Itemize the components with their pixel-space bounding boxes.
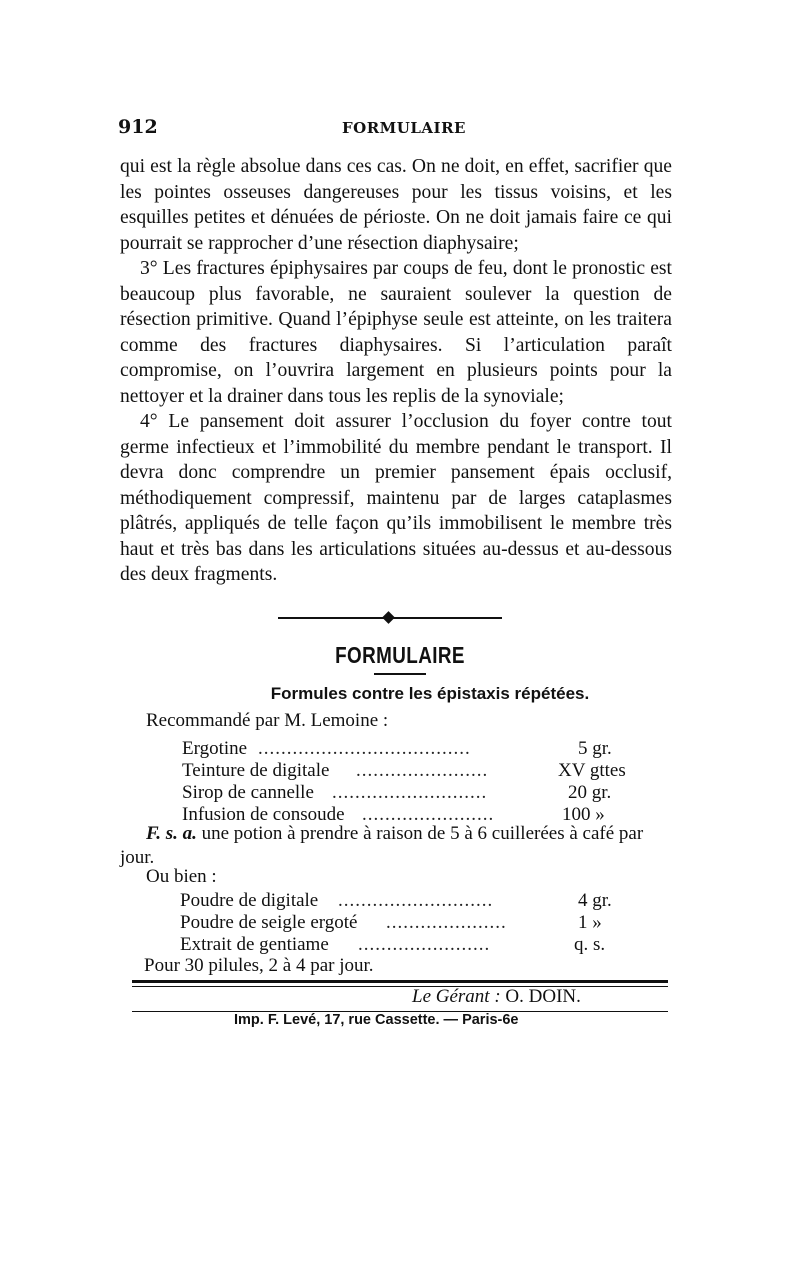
manager-signature bbox=[412, 986, 581, 1008]
preparation-instruction bbox=[120, 822, 680, 870]
dot-leader: ..................................... bbox=[258, 738, 471, 759]
diamond-icon bbox=[382, 611, 395, 624]
running-header bbox=[118, 116, 678, 140]
recommended-by: Recommandé par M. Lemoine : bbox=[146, 710, 389, 731]
ingredient-name: Poudre de digitale bbox=[180, 890, 319, 911]
ingredient-line bbox=[182, 738, 642, 760]
dot-leader: ..................... bbox=[386, 912, 507, 933]
printer-imprint: Imp. F. Levé, 17, rue Cassette. — Paris-6e bbox=[234, 1012, 519, 1028]
ingredient-name: Poudre de seigle ergoté bbox=[180, 912, 358, 933]
dot-leader: ....................... bbox=[358, 934, 491, 955]
body-text bbox=[120, 154, 672, 588]
ingredient-line bbox=[180, 912, 640, 934]
ingredient-name: Extrait de gentiame bbox=[180, 934, 329, 955]
ingredient-quantity: 5 gr. bbox=[578, 738, 612, 759]
running-title: FORMULAIRE bbox=[342, 119, 466, 137]
ingredient-quantity: 1 » bbox=[578, 912, 602, 933]
ingredient-name: Infusion de consoude bbox=[182, 804, 345, 825]
manager-label: Le Gérant : bbox=[412, 986, 501, 1007]
manager-name: O. DOIN. bbox=[505, 986, 581, 1007]
section-title: FORMULAIRE bbox=[335, 642, 465, 668]
footer-rule-thin bbox=[132, 986, 668, 987]
ingredient-quantity: 4 gr. bbox=[578, 890, 612, 911]
ingredient-line bbox=[180, 890, 640, 912]
dot-leader: ........................... bbox=[338, 890, 494, 911]
ingredient-name: Ergotine bbox=[182, 738, 248, 759]
ingredient-line bbox=[182, 760, 642, 782]
title-underline bbox=[374, 673, 426, 675]
dot-leader: ....................... bbox=[356, 760, 489, 781]
ingredient-quantity: 100 » bbox=[562, 804, 605, 825]
page-number: 912 bbox=[118, 116, 158, 138]
dot-leader: ....................... bbox=[362, 804, 495, 825]
instruction-text: une potion à prendre à raison de 5 à 6 cuillerées à café par jour. bbox=[120, 823, 644, 868]
ingredient-line bbox=[182, 782, 642, 804]
paragraph-2: 3° Les fractures épiphysaires par coups de feu, dont le pronostic est beaucoup plus favorable, ne sauraient soulever la question de résection primitive. Quand l’épiphyse seule est atteinte, on les traitera comme des fractures diaphysaires. Si l’articulation paraît compromise, on l’ouvrira largement en plusieurs points pour la nettoyer et la drainer dans tous les replis de la synoviale; bbox=[120, 258, 672, 407]
pills-note: Pour 30 pilules, 2 à 4 par jour. bbox=[144, 955, 374, 976]
footer-rule-thick bbox=[132, 980, 668, 983]
ingredient-quantity: XV gttes bbox=[558, 760, 626, 781]
paragraph-1: qui est la règle absolue dans ces cas. On ne doit, en effet, sacrifier que les pointes osseuses dangereuses pour les tissus voisins, et les esquilles petites et dénuées de périoste. On ne doit jamais faire ce qui pourrait se rapprocher d’une résection diaphysaire; bbox=[120, 156, 672, 254]
section-ornament bbox=[278, 611, 502, 625]
dot-leader: ........................... bbox=[332, 782, 488, 803]
ingredient-quantity: q. s. bbox=[574, 934, 606, 955]
ingredient-name: Teinture de digitale bbox=[182, 760, 330, 781]
ingredient-quantity: 20 gr. bbox=[568, 782, 612, 803]
ingredient-name: Sirop de cannelle bbox=[182, 782, 314, 803]
formula-heading: Formules contre les épistaxis répétées. bbox=[270, 684, 590, 703]
ingredient-line bbox=[180, 934, 640, 956]
paragraph-3: 4° Le pansement doit assurer l’occlusion du foyer contre tout germe infectieux et l’immobilité du membre pendant le transport. Il devra donc comprendre un premier pansement épais occlusif, méthodiquement compressif, maintenu par de larges cataplasmes plâtrés, appliqués de telle façon qu’ils immobilisent le membre très haut et très bas dans les articulations situées au-dessus et au-dessous des deux fragments. bbox=[120, 411, 672, 585]
instruction-abbreviation: F. s. a. bbox=[146, 823, 197, 844]
alternative-label: Ou bien : bbox=[146, 866, 217, 887]
